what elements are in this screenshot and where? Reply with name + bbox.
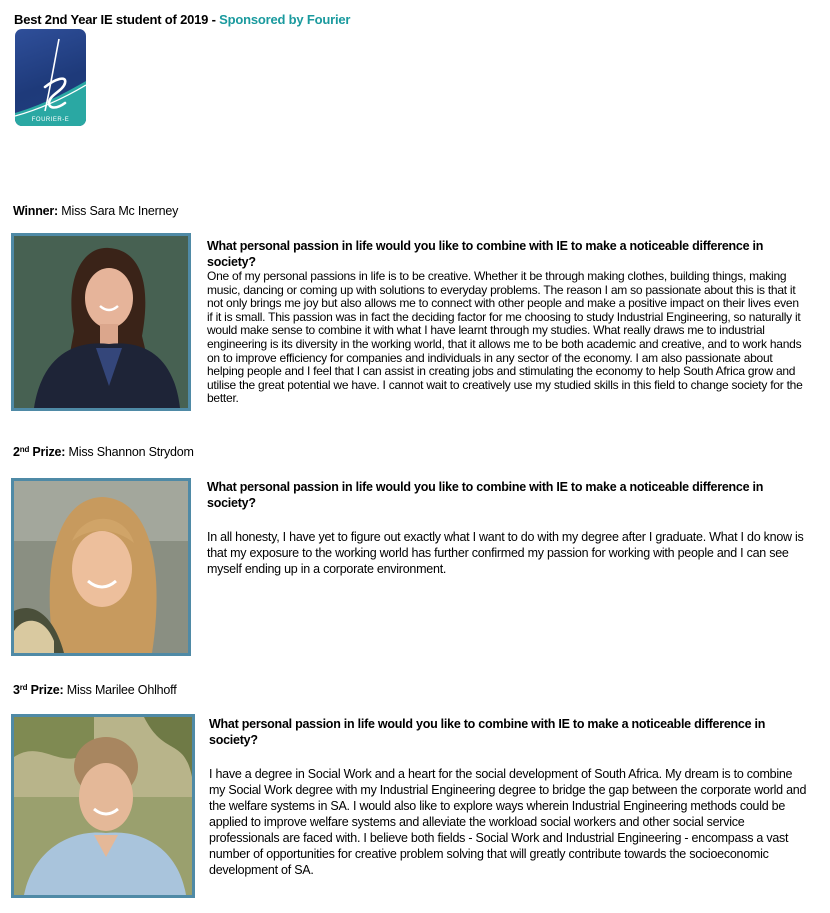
logo-text: FOURIER-E [31,117,70,123]
sponsor-text: Sponsored by Fourier [219,12,351,27]
second-prize-qa [207,479,807,577]
fourier-logo [15,29,86,126]
fourier-e-emblem-icon [15,29,86,126]
third-prize-answer: I have a degree in Social Work and a heart for the social development of South Africa. My dream is to combine my Social Work degree with my Industrial Engineering degree to bridge the gap between the corporate world and the welfare systems in SA. I would also like to explore ways wherein Industrial Engineering methods could be applied to improve welfare systems and alleviate the workload social workers and other social service professionals are faced with. I believe both fields - Social Work and Industrial Engineering - encompass a vast number of opportunities for creative problem solving that will greatly contribute towards the socioeconomic development of SA. [209,767,807,877]
winner-photo [11,233,191,411]
second-prize-photo [11,478,191,656]
second-prize-question: What personal passion in life would you like to combine with IE to make a noticeable difference in society? [207,480,764,510]
second-rank-rest: Prize: [29,445,66,459]
second-prize-name: Miss Shannon Strydom [68,445,194,459]
winner-answer: One of my personal passions in life is to be creative. Whether it be through making clothes, building things, making music, dancing or coming up with solutions to everyday problems. The reason I am so passionate about this is that it not only brings me joy but also allows me to connect with other people and make a positive impact on their lives even if it is small. This passion was in fact the deciding factor for me choosing to study Industrial Engineering, so naturally it would make sense to combine it with what I have learnt through my studies. What really draws me to industrial engineering is its diversity in the working world, that it allows me to be both academic and creative, and to work hands on to improve efficiency for companies and individuals in any sector of the economy. I am also passionate about helping people and I feel that I can assist in creating jobs and stimulating the economy to help South Africa grow and utilise the great potential we have. I cannot wait to creatively use my studied skills in this field to change society for the better. [207,269,803,406]
winner-name: Miss Sara Mc Inerney [61,204,179,218]
third-rank-num: 3 [13,683,20,697]
third-prize-label [13,683,176,697]
page-heading [14,12,350,27]
second-prize-label [13,445,194,459]
award-title: Best 2nd Year IE student of 2019 - [14,12,220,27]
third-prize-qa [209,716,809,878]
second-rank-sup: nd [19,445,30,454]
winner-qa [207,238,807,406]
winner-rank: Winner: [13,204,59,218]
winner-question: What personal passion in life would you like to combine with IE to make a noticeable difference in society? [207,239,764,269]
third-rank-rest: Prize: [27,683,64,697]
third-prize-photo [11,714,195,898]
third-prize-name: Miss Marilee Ohlhoff [66,683,177,697]
second-prize-answer: In all honesty, I have yet to figure out exactly what I want to do with my degree after I graduate. What I do know is that my exposure to the working world has further confirmed my passion for working with people and I can see myself ending up in a corporate environment. [207,530,804,576]
third-rank-sup: rd [19,683,28,692]
second-rank-num: 2 [13,445,20,459]
third-prize-question: What personal passion in life would you like to combine with IE to make a noticeable difference in society? [209,717,766,747]
winner-label [13,204,178,218]
